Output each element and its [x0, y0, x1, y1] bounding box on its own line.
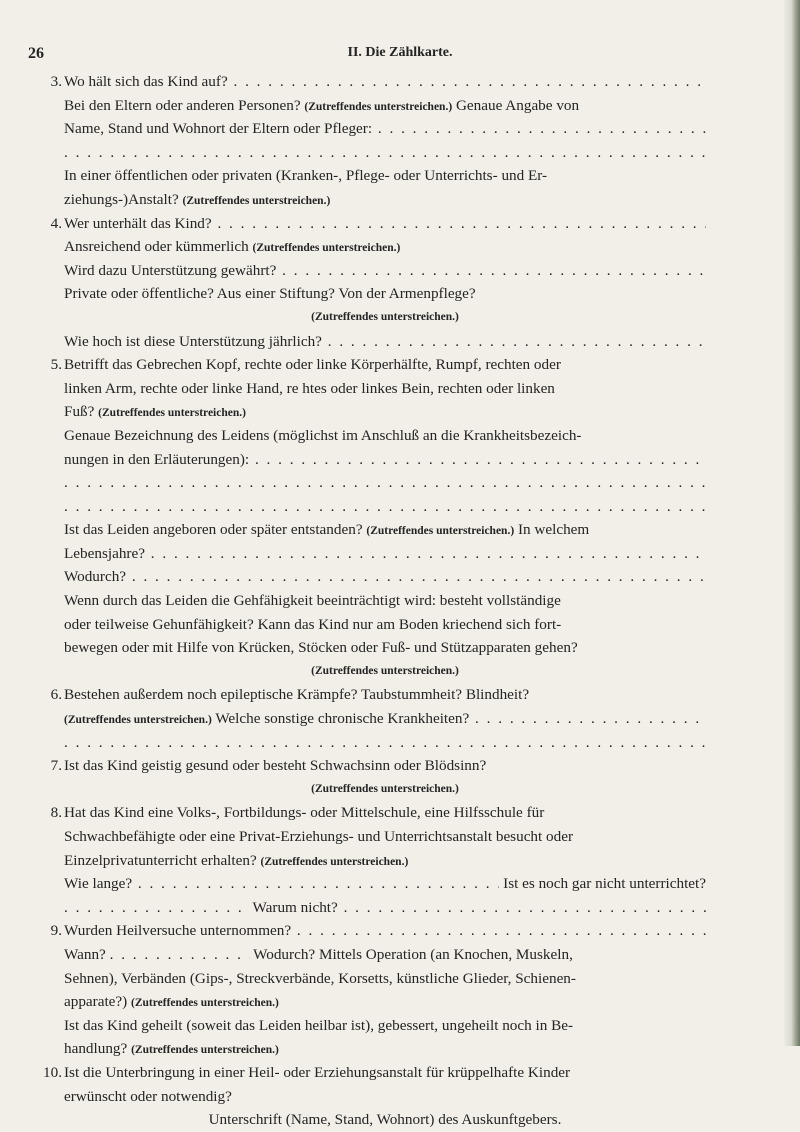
question-text: Ist das Leiden angeboren oder später entstanden?: [64, 521, 363, 539]
question-text: Wann?: [64, 945, 106, 963]
question-text: Ansreichend oder kümmerlich: [64, 238, 249, 256]
question-3-line-2: [0, 94, 790, 118]
question-text: Wo hält sich das Kind auf? . . .: [64, 70, 706, 94]
question-10-line-1: [0, 1061, 790, 1085]
question-8-line-3: [0, 849, 790, 873]
question-text: Wie hoch ist diese Unterstützung jährlich? . . .: [64, 330, 706, 354]
question-text: Fuß?: [64, 403, 95, 421]
question-text: ziehungs-)Anstalt?: [64, 190, 179, 208]
question-4-line-1: [0, 212, 790, 236]
question-5-line-2: [0, 377, 790, 401]
question-6-line-2: [0, 707, 790, 731]
question-text: Bei den Eltern oder anderen Personen?: [64, 96, 301, 114]
instruction-note: (Zutreffendes unterstreichen.): [98, 407, 246, 420]
running-title: II. Die Zählkarte.: [347, 45, 453, 60]
question-9-line-4: [0, 990, 790, 1014]
answer-dotted-line: [0, 471, 790, 495]
question-3-line-6: [0, 188, 790, 212]
question-number: 4.: [50, 214, 62, 232]
instruction-note: (Zutreffendes unterstreichen.): [311, 310, 459, 323]
question-number: 6.: [50, 686, 62, 704]
question-text: Sehnen), Verbänden (Gips-, Streckverbände, Korsetts, künstliche Glieder, Schienen-: [64, 969, 576, 987]
question-5-line-10: [0, 565, 790, 589]
question-4-line-3: [0, 259, 790, 283]
question-text: In einer öffentlichen oder privaten (Kranken-, Pflege- oder Unterrichts- und Er-: [64, 167, 548, 185]
question-9-line-3: [0, 967, 790, 991]
question-text: Ist es noch gar nicht unterrichtet?: [499, 875, 706, 892]
question-text: handlung?: [64, 1040, 128, 1058]
instruction-note: (Zutreffendes unterstreichen.): [304, 100, 453, 113]
question-text: oder teilweise Gehunfähigkeit? Kann das Kind nur am Boden kriechend sich fort-: [64, 615, 562, 633]
question-10-line-2: [0, 1085, 790, 1109]
instruction-note: (Zutreffendes unterstreichen.): [131, 997, 279, 1010]
signature-label: Unterschrift (Name, Stand, Wohnort) des Auskunftgebers.: [208, 1111, 562, 1129]
instruction-note: (Zutreffendes unterstreichen.): [252, 242, 401, 255]
instruction-note: (Zutreffendes unterstreichen.): [182, 194, 331, 207]
question-text: Welche sonstige chronische Krankheiten?: [215, 710, 470, 728]
question-5-note-line: [0, 660, 790, 684]
question-5-line-5: [0, 448, 790, 472]
question-text: Ist das Kind geistig gesund oder besteht Schwachsinn oder Blödsinn?: [64, 757, 487, 775]
answer-dotted-line: [0, 141, 790, 165]
question-text: Wurden Heilversuche unternommen? . . .: [64, 919, 706, 943]
question-4-line-4: [0, 282, 790, 306]
question-text: In welchem: [517, 521, 590, 539]
question-text: Wodurch? Mittels Operation (an Knochen, Muskeln,: [253, 945, 573, 963]
instruction-note: (Zutreffendes unterstreichen.): [311, 782, 459, 795]
question-4-line-6: [0, 330, 790, 354]
question-5-line-3: [0, 400, 790, 424]
question-8-line-1: [0, 801, 790, 825]
question-text: Bestehen außerdem noch epileptische Krämpfe? Taubstummheit? Blindheit?: [64, 686, 530, 704]
question-5-line-4: [0, 424, 790, 448]
question-text: erwünscht oder notwendig?: [64, 1087, 232, 1105]
question-text: Wodurch? . . .: [64, 565, 706, 589]
question-text: apparate?): [64, 993, 128, 1011]
question-text: Betrifft das Gebrechen Kopf, rechte oder linke Körperhälfte, Rumpf, rechten oder: [64, 356, 561, 374]
question-5-line-9: [0, 542, 790, 566]
question-4-line-2: [0, 235, 790, 259]
instruction-note: (Zutreffendes unterstreichen.): [64, 714, 212, 727]
question-text: bewegen oder mit Hilfe von Krücken, Stöcken oder Fuß- und Stützapparaten gehen?: [64, 639, 578, 657]
question-number: 7.: [50, 757, 62, 775]
question-5-line-8: [0, 518, 790, 542]
question-3-line-3: [0, 117, 790, 141]
instruction-note: (Zutreffendes unterstreichen.): [366, 525, 515, 538]
question-text: Ist das Kind geheilt (soweit das Leiden heilbar ist), gebessert, ungeheilt noch in Be-: [64, 1016, 574, 1034]
page-header: [0, 31, 790, 61]
question-9-line-6: [0, 1037, 790, 1061]
question-text: Warum nicht? . . .: [253, 899, 706, 916]
question-text: Wenn durch das Leiden die Gehfähigkeit beeinträchtigt wird: besteht vollständige: [64, 592, 561, 610]
question-5-line-13: [0, 636, 790, 660]
signature-line: [0, 1108, 790, 1132]
question-7-line-1: [0, 754, 790, 778]
question-text: Wie lange? . . .: [64, 875, 706, 892]
answer-dotted-line: [0, 495, 790, 519]
question-text: Private oder öffentliche? Aus einer Stiftung? Von der Armenpflege?: [64, 285, 476, 303]
question-5-line-12: [0, 613, 790, 637]
question-text: Genaue Bezeichnung des Leidens (möglichst im Anschluß an die Krankheitsbezeich-: [64, 426, 582, 444]
question-5-line-11: [0, 589, 790, 613]
question-number: 5.: [50, 356, 62, 374]
question-7-note-line: [0, 778, 790, 802]
question-4-note-line: [0, 306, 790, 330]
question-text: Einzelprivatunterricht erhalten?: [64, 851, 257, 869]
question-number: 3.: [50, 73, 62, 90]
question-3-line-1: [0, 70, 790, 94]
question-number: 8.: [50, 804, 62, 822]
question-8-line-2: [0, 825, 790, 849]
question-3-line-5: [0, 164, 790, 188]
question-text: Wer unterhält das Kind? . . .: [64, 212, 706, 236]
page-number: 26: [28, 45, 44, 62]
question-number: 9.: [50, 922, 62, 940]
question-8-line-4b: [0, 872, 790, 896]
question-text: Genaue Angabe von: [455, 96, 580, 114]
instruction-note: (Zutreffendes unterstreichen.): [131, 1044, 279, 1057]
question-text: Ist die Unterbringung in einer Heil- oder Erziehungsanstalt für krüppelhafte Kinder: [64, 1063, 571, 1081]
question-text: linken Arm, rechte oder linke Hand, re htes oder linkes Bein, rechten oder linken: [64, 379, 555, 397]
question-8-line-5: [0, 896, 790, 920]
answer-dotted-line: [0, 731, 790, 755]
question-text: Wird dazu Unterstützung gewährt? . . .: [64, 259, 706, 283]
question-number: 10.: [43, 1063, 62, 1081]
question-9-line-5: [0, 1014, 790, 1038]
question-5-line-1: [0, 353, 790, 377]
form-questions: [0, 70, 790, 1132]
question-text: Schwachbefähigte oder eine Privat-Erziehungs- und Unterrichtsanstalt besucht oder: [64, 828, 574, 845]
instruction-note: (Zutreffendes unterstreichen.): [260, 855, 409, 868]
instruction-note: (Zutreffendes unterstreichen.): [311, 664, 459, 677]
question-9-line-1: [0, 919, 790, 943]
question-text: Name, Stand und Wohnort der Eltern oder Pfleger: . . .: [64, 117, 706, 141]
question-text: nungen in den Erläuterungen): . . .: [64, 448, 706, 472]
question-text: Hat das Kind eine Volks-, Fortbildungs- oder Mittelschule, eine Hilfsschule für: [64, 804, 545, 822]
question-6-line-1: [0, 683, 790, 707]
question-9-line-2: [0, 943, 790, 967]
question-text: Lebensjahre? . . .: [64, 542, 706, 566]
